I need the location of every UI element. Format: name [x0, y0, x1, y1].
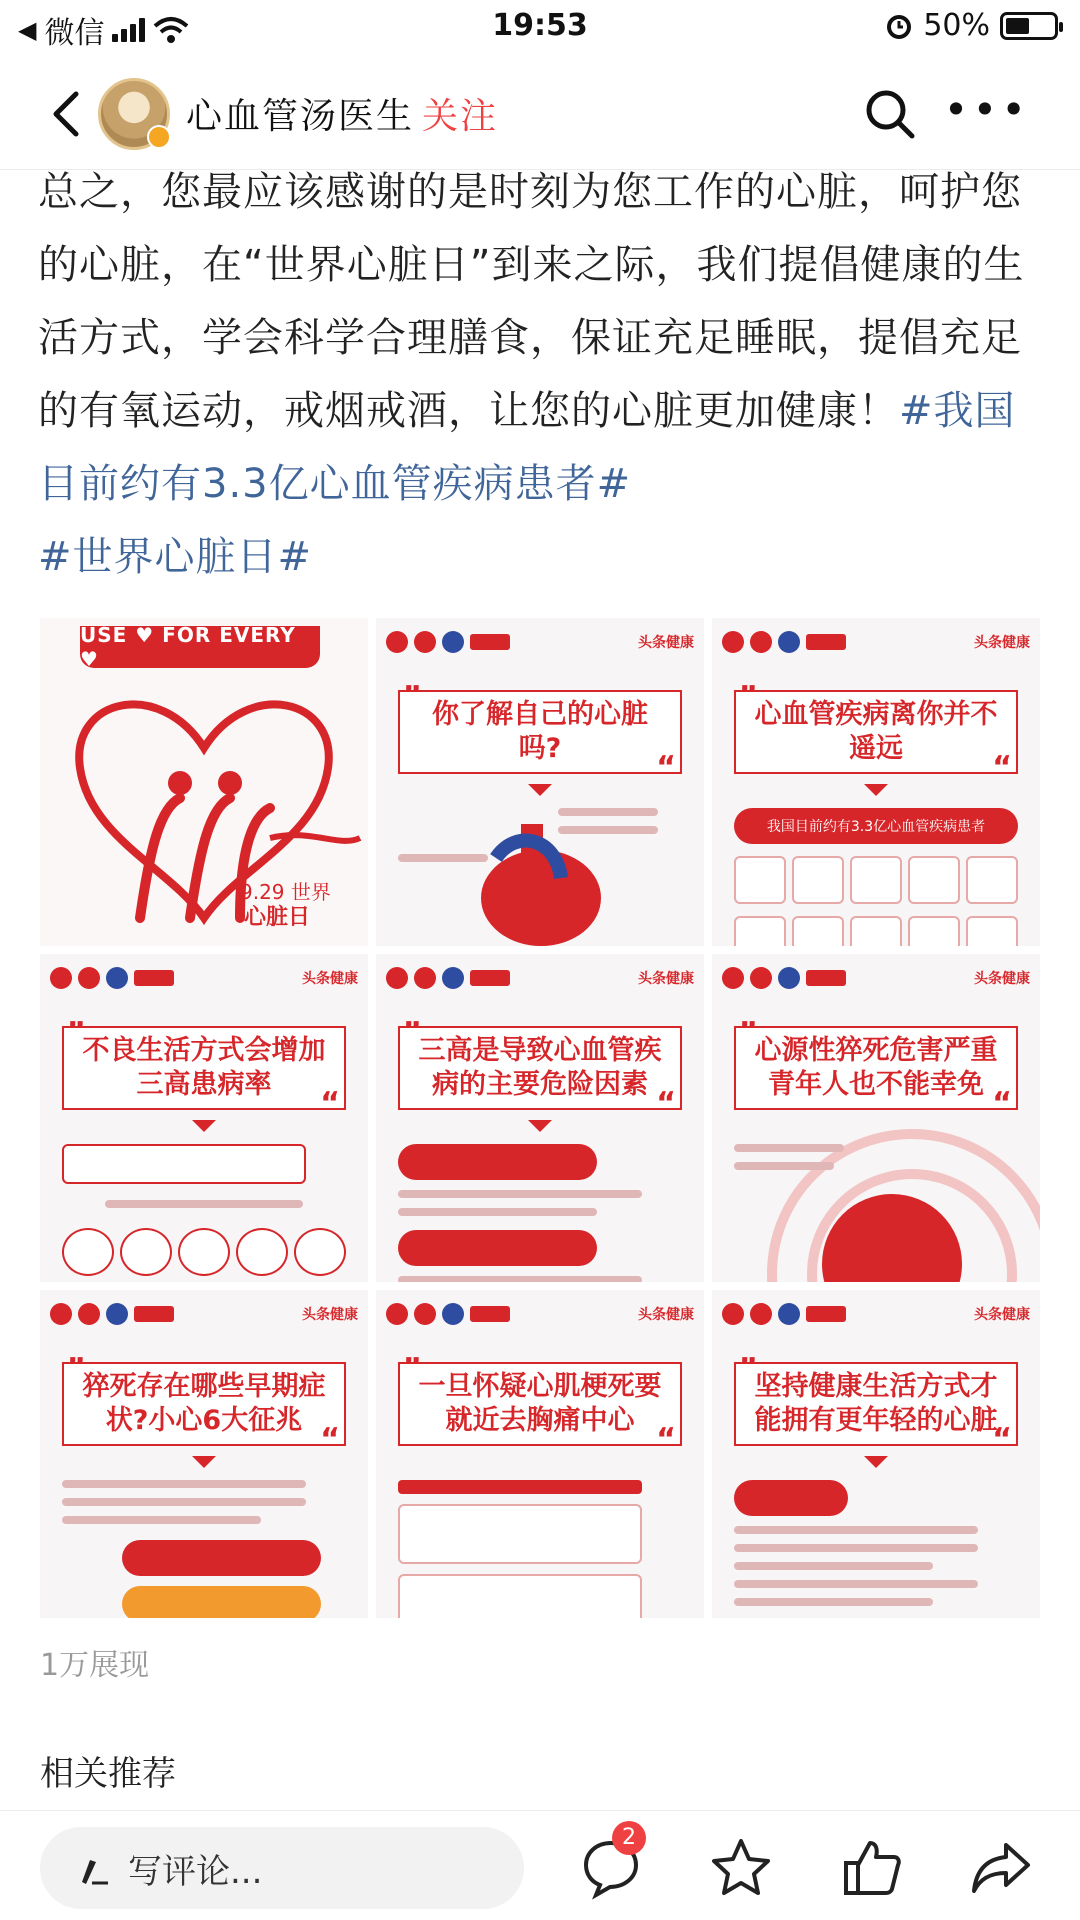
tile-title: 不良生活方式会增加三高患病率 [62, 1026, 346, 1110]
brand-label: 头条健康 [302, 971, 358, 987]
star-favorite-icon[interactable] [708, 1835, 774, 1901]
thumbs-up-icon[interactable] [838, 1835, 904, 1901]
carrier-label: 微信 [44, 16, 105, 51]
status-bar [0, 0, 1080, 56]
back-arrow-icon[interactable] [38, 84, 98, 144]
brand-label: 头条健康 [302, 1307, 358, 1323]
status-right [885, 8, 1058, 43]
tile-title: 你了解自己的心脏吗? [398, 690, 682, 774]
image-tile-5[interactable]: 头条健康 三高是导致心血管疾病的主要危险因素 “ [376, 954, 704, 1282]
tile-title: 三高是导致心血管疾病的主要危险因素 [398, 1026, 682, 1110]
tile-title: 坚持健康生活方式才能拥有更年轻的心脏 [734, 1362, 1018, 1446]
tile-logos [50, 964, 358, 992]
hashtag-link[interactable]: #我国目前约有3.3亿心血管疾病患者# [38, 388, 1016, 507]
tile-caption: 心脏日 [244, 905, 311, 930]
tile-logos [722, 628, 1030, 656]
view-count: 1万展现 [40, 1648, 150, 1683]
brand-label: 头条健康 [638, 1307, 694, 1323]
brand-label: 头条健康 [638, 635, 694, 651]
image-tile-9[interactable]: 头条健康 坚持健康生活方式才能拥有更年轻的心脏 “ [712, 1290, 1040, 1618]
image-tile-7[interactable]: 头条健康 猝死存在哪些早期症状?小心6大征兆 “ [40, 1290, 368, 1618]
comment-input[interactable] [40, 1827, 524, 1909]
tile-logos [386, 628, 694, 656]
brand-label: 头条健康 [974, 635, 1030, 651]
account-avatar[interactable] [98, 78, 170, 150]
tile-title: 猝死存在哪些早期症状?小心6大征兆 [62, 1362, 346, 1446]
related-heading: 相关推荐 [40, 1754, 176, 1794]
tile-stat-bar: 我国目前约有3.3亿心血管疾病患者 [734, 808, 1018, 844]
share-arrow-icon[interactable] [968, 1835, 1034, 1901]
tile-logos [50, 1300, 358, 1328]
tile-title: 一旦怀疑心肌梗死要就近去胸痛中心 [398, 1362, 682, 1446]
account-name[interactable]: 心血管汤医生 [186, 96, 415, 137]
article-header [0, 60, 1080, 170]
comment-placeholder: 写评论... [128, 1851, 263, 1892]
image-tile-1[interactable] [40, 618, 368, 946]
image-tile-6[interactable]: 头条健康 心源性猝死危害严重青年人也不能幸免 “ [712, 954, 1040, 1282]
tile-logos [386, 964, 694, 992]
pen-icon [76, 1850, 112, 1886]
alarm-icon [885, 12, 913, 40]
more-options-icon[interactable]: ••• [943, 85, 1030, 134]
tile-title: 心血管疾病离你并不遥远 [734, 690, 1018, 774]
search-icon[interactable] [860, 84, 920, 144]
tile-banner: USE ♥ FOR EVERY ♥ [80, 626, 320, 668]
image-tile-4[interactable]: 头条健康 不良生活方式会增加三高患病率 “ [40, 954, 368, 1282]
image-tile-3[interactable]: 头条健康 心血管疾病离你并不遥远 “ 我国目前约有3.3亿心血管疾病患者 [712, 618, 1040, 946]
image-tile-8[interactable]: 头条健康 一旦怀疑心肌梗死要就近去胸痛中心 “ [376, 1290, 704, 1618]
tile-logos [722, 964, 1030, 992]
comment-count-badge: 2 [612, 1821, 646, 1855]
tile-logos [722, 1300, 1030, 1328]
article-body [38, 156, 1048, 594]
hashtag-link[interactable]: #世界心脏日# [38, 534, 313, 580]
back-to-app-icon[interactable]: ◀ [18, 16, 37, 44]
brand-label: 头条健康 [974, 1307, 1030, 1323]
follow-button[interactable]: 关注 [422, 96, 499, 137]
brand-label: 头条健康 [974, 971, 1030, 987]
battery-percent: 50% [923, 8, 990, 43]
tile-logos [386, 1300, 694, 1328]
image-tile-2[interactable]: 头条健康 你了解自己的心脏吗? “ [376, 618, 704, 946]
tile-title: 心源性猝死危害严重青年人也不能幸免 [734, 1026, 1018, 1110]
image-grid [40, 618, 1040, 1618]
bottom-action-bar [0, 1810, 1080, 1920]
tile-date: 9.29 世界 [240, 880, 331, 904]
article-text: 总之，您最应该感谢的是时刻为您工作的心脏，呵护您的心脏，在“世界心脏日”到来之际，我们提倡健康的生活方式，学会科学合理膳食，保证充足睡眠，提倡充足的有氧运动，戒烟戒酒，让您的心脏更加健康！ [38, 169, 1025, 434]
brand-label: 头条健康 [638, 971, 694, 987]
battery-icon [1000, 12, 1058, 40]
status-time: 19:53 [492, 8, 588, 43]
verified-badge-icon [147, 125, 171, 149]
